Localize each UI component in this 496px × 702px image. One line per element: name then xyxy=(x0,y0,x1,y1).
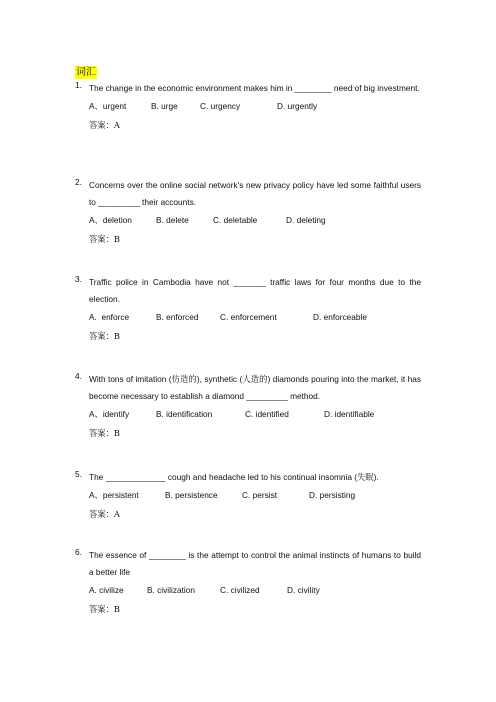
options-row xyxy=(89,407,421,421)
question-stem-row xyxy=(75,547,421,581)
question-stem: With tons of imitation (仿造的), synthetic (人造的) diamonds pouring into the market, it has become necessary to establish a diamond _________ method. xyxy=(89,374,421,401)
option-c: C. civilized xyxy=(220,585,260,595)
question-2 xyxy=(75,177,421,246)
question-number: 1. xyxy=(75,80,82,90)
option-c: C. identified xyxy=(245,409,289,419)
answer: 答案：B xyxy=(89,234,120,244)
option-a: A、deletion xyxy=(89,215,132,225)
answer: 答案：A xyxy=(89,509,120,519)
question-stem: Concerns over the online social network's new privacy policy have led some faithful users to _________ their accounts. xyxy=(89,180,421,207)
question-6 xyxy=(75,547,421,616)
option-b: B. urge xyxy=(151,101,178,111)
question-stem-row xyxy=(75,469,421,486)
options-row xyxy=(89,310,421,324)
question-stem: The essence of ________ is the attempt to control the animal instincts of humans to build a better life xyxy=(89,550,421,577)
option-a: A、persistent xyxy=(89,490,139,500)
answer: 答案：A xyxy=(89,120,120,130)
question-number: 5. xyxy=(75,469,82,479)
question-stem: The _____________ cough and headache led to his continual insomnia (失眠). xyxy=(89,472,379,482)
answer: 答案：B xyxy=(89,604,120,614)
option-d: D. deleting xyxy=(286,215,326,225)
question-1 xyxy=(75,80,421,132)
option-a: A. enforce xyxy=(89,312,130,322)
question-number: 3. xyxy=(75,274,82,284)
question-4 xyxy=(75,371,421,440)
question-stem-row xyxy=(75,80,421,97)
question-stem: The change in the economic environment makes him in ________ need of big investment. xyxy=(89,83,420,93)
option-c: C. enforcement xyxy=(220,312,277,322)
question-stem: Traffic police in Cambodia have not _______ traffic laws for four months due to the election. xyxy=(89,277,421,304)
options-row xyxy=(89,99,421,113)
question-number: 6. xyxy=(75,547,82,557)
option-b: B. civilization xyxy=(147,585,195,595)
option-c: C. urgency xyxy=(200,101,241,111)
option-d: D. urgently xyxy=(277,101,318,111)
option-c: C. persist xyxy=(242,490,278,500)
answer: 答案：B xyxy=(89,428,120,438)
options-row xyxy=(89,213,421,227)
question-number: 4. xyxy=(75,371,82,381)
question-stem-row xyxy=(75,177,421,211)
question-stem-row xyxy=(75,274,421,308)
option-a: A、identify xyxy=(89,409,130,419)
option-b: B. persistence xyxy=(165,490,218,500)
question-stem-row xyxy=(75,371,421,405)
section-title: 词汇 xyxy=(76,67,96,78)
option-d: D. enforceable xyxy=(313,312,367,322)
option-b: B. delete xyxy=(156,215,189,225)
option-b: B. enforced xyxy=(156,312,199,322)
option-d: D. persisting xyxy=(309,490,356,500)
option-b: B. identification xyxy=(156,409,213,419)
option-a: A. civilize xyxy=(89,585,124,595)
question-5 xyxy=(75,469,421,521)
option-d: D. civility xyxy=(287,585,320,595)
option-a: A、urgent xyxy=(89,101,127,111)
answer: 答案：B xyxy=(89,331,120,341)
question-3 xyxy=(75,274,421,343)
option-d: D. identifiable xyxy=(324,409,375,419)
option-c: C. deletable xyxy=(213,215,258,225)
options-row xyxy=(89,488,421,502)
options-row xyxy=(89,583,421,597)
question-number: 2. xyxy=(75,177,82,187)
